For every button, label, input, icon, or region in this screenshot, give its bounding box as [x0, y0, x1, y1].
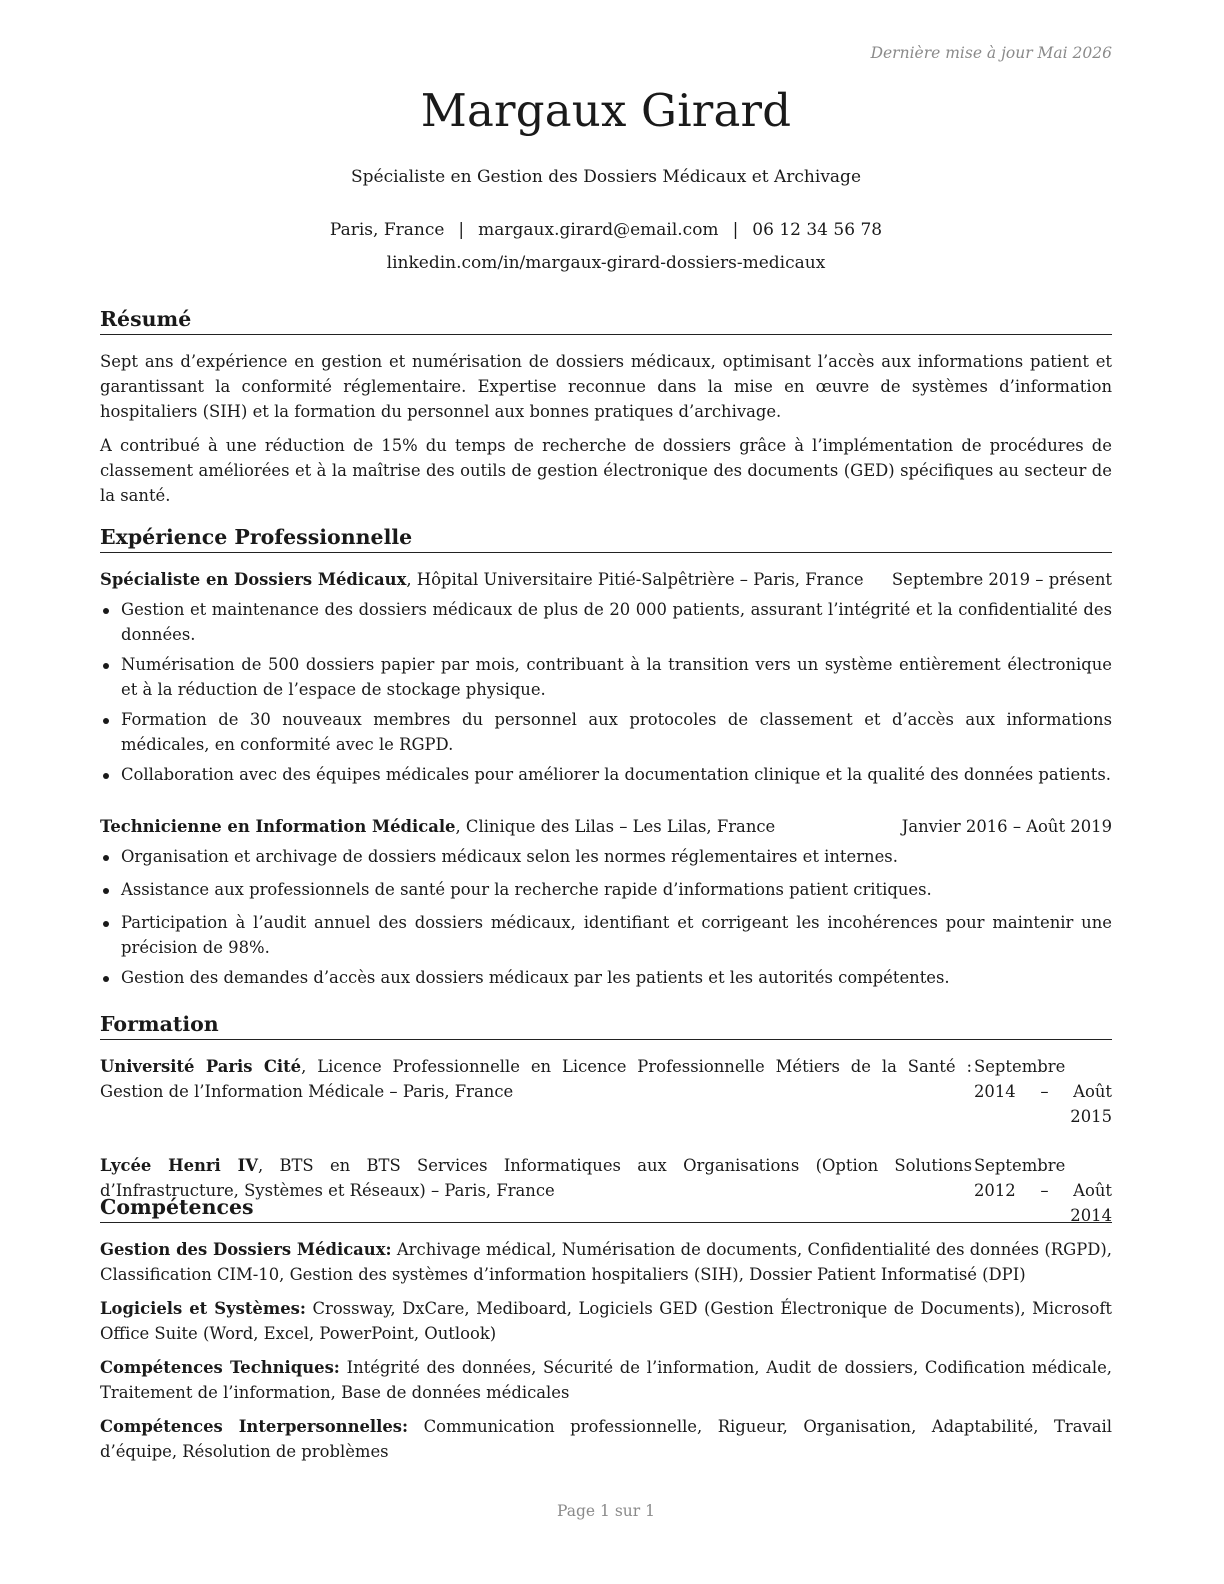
- degree-details: , BTS en BTS Services Informatiques aux Organisations (Option Solutions d’Infrastructure, Systèmes et Réseaux) – Paris, France: [100, 1156, 972, 1200]
- bullet-icon: [103, 773, 109, 779]
- bullet-text: Assistance aux professionnels de santé pour la recherche rapide d’informations patient critiques.: [121, 880, 932, 899]
- skill-values: Communication professionnelle, Rigueur, Organisation, Adaptabilité, Travail d’équipe, Résolution de problèmes: [100, 1417, 1113, 1461]
- degree-details: , Licence Professionnelle en Licence Professionnelle Métiers de la Santé : Gestion de l’Information Médicale – Paris, France: [100, 1057, 972, 1101]
- bullet-text: Gestion et maintenance des dossiers médicaux de plus de 20 000 patients, assurant l’intégrité et la confidentialité des données.: [121, 600, 1112, 644]
- list-item: [100, 877, 1112, 902]
- bullet-text: Numérisation de 500 dossiers papier par mois, contribuant à la transition vers un système entièrement électronique et à la réduction de l’espace de stockage physique.: [121, 655, 1112, 699]
- skill-group: [100, 1237, 1112, 1287]
- job-bullets: [100, 597, 1112, 787]
- education-dates: Septembre 2014 – Août 2015: [974, 1057, 1112, 1126]
- linkedin-link[interactable]: linkedin.com/in/margaux-girard-dossiers-medicaux: [386, 253, 826, 273]
- list-item: [100, 762, 1112, 787]
- education-dates: Septembre 2012 – Août 2014: [974, 1156, 1112, 1225]
- bullet-icon: [103, 718, 109, 724]
- list-item: [100, 844, 1112, 869]
- job-employer: , Clinique des Lilas – Les Lilas, France: [455, 817, 776, 836]
- job-header: [100, 814, 1112, 839]
- job-dates: Septembre 2019 – présent: [891, 570, 1112, 589]
- list-item: [100, 597, 1112, 647]
- job-role: Spécialiste en Dossiers Médicaux: [100, 570, 407, 589]
- location: Paris, France: [329, 220, 445, 240]
- education-item: [100, 1054, 1112, 1129]
- skills-section: [100, 1194, 1112, 1464]
- skill-values: Archivage médical, Numérisation de documents, Confidentialité des données (RGPD), Classification CIM-10, Gestion des systèmes d’information hospitaliers (SIH), Dossier Patient Informatisé (DPI): [100, 1240, 1112, 1284]
- bullet-text: Organisation et archivage de dossiers médicaux selon les normes réglementaires et internes.: [121, 847, 898, 866]
- list-item: [100, 910, 1112, 960]
- education-description: [100, 1054, 972, 1129]
- skill-values: Intégrité des données, Sécurité de l’information, Audit de dossiers, Codification médicale, Traitement de l’information, Base de données médicales: [100, 1358, 1112, 1402]
- skill-label: Gestion des Dossiers Médicaux:: [100, 1240, 392, 1259]
- separator: |: [458, 220, 465, 240]
- last-updated: Dernière mise à jour Mai 2026: [870, 44, 1112, 62]
- candidate-title: Spécialiste en Gestion des Dossiers Médicaux et Archivage: [350, 167, 862, 187]
- separator: |: [732, 220, 739, 240]
- skill-label: Compétences Techniques:: [100, 1358, 340, 1377]
- bullet-icon: [103, 663, 109, 669]
- section-heading: Compétences: [100, 1194, 1112, 1223]
- school-name: Lycée Henri IV: [100, 1156, 258, 1175]
- bullet-icon: [103, 888, 109, 894]
- experience-section: [100, 524, 1112, 990]
- skill-label: Compétences Interpersonnelles:: [100, 1417, 409, 1436]
- job-title-line: [100, 814, 775, 839]
- email-link[interactable]: margaux.girard@email.com: [478, 220, 719, 240]
- skill-values: Crossway, DxCare, Mediboard, Logiciels GED (Gestion Électronique de Documents), Microsoft Office Suite (Word, Excel, PowerPoint, Outlook): [100, 1299, 1112, 1343]
- job-header: [100, 567, 1112, 592]
- job-bullets: [100, 844, 1112, 990]
- skill-group: [100, 1296, 1112, 1346]
- summary-paragraph: A contribué à une réduction de 15% du temps de recherche de dossiers grâce à l’implémentation de procédures de classement améliorées et à la maîtrise des outils de gestion électronique des documents (GED) spécifiques au secteur de la santé.: [100, 436, 1112, 505]
- bullet-text: Gestion des demandes d’accès aux dossiers médicaux par les patients et les autorités compétentes.: [121, 968, 950, 987]
- list-item: [100, 652, 1112, 702]
- job-employer: , Hôpital Universitaire Pitié-Salpêtrière – Paris, France: [406, 570, 864, 589]
- bullet-icon: [103, 855, 109, 861]
- skill-group: [100, 1414, 1112, 1464]
- section-heading: Résumé: [100, 306, 1112, 335]
- page-number: Page 1 sur 1: [557, 1502, 655, 1520]
- bullet-text: Participation à l’audit annuel des dossiers médicaux, identifiant et corrigeant les incohérences pour maintenir une précision de 98%.: [121, 913, 1112, 957]
- bullet-text: Formation de 30 nouveaux membres du personnel aux protocoles de classement et d’accès aux informations médicales, en conformité avec le RGPD.: [121, 710, 1112, 754]
- skill-group: [100, 1355, 1112, 1405]
- list-item: [100, 965, 1112, 990]
- list-item: [100, 707, 1112, 757]
- bullet-icon: [103, 921, 109, 927]
- bullet-text: Collaboration avec des équipes médicales pour améliorer la documentation clinique et la qualité des données patients.: [121, 765, 1111, 784]
- bullet-icon: [103, 608, 109, 614]
- skill-label: Logiciels et Systèmes:: [100, 1299, 306, 1318]
- phone-number: 06 12 34 56 78: [752, 220, 883, 240]
- job-role: Technicienne en Information Médicale: [100, 817, 456, 836]
- section-heading: Expérience Professionnelle: [100, 524, 1112, 553]
- section-heading: Formation: [100, 1011, 1112, 1040]
- contact-line: [100, 220, 1112, 240]
- job-title-line: [100, 567, 864, 592]
- bullet-icon: [103, 976, 109, 982]
- job-dates: Janvier 2016 – Août 2019: [901, 817, 1112, 836]
- summary-paragraph: Sept ans d’expérience en gestion et numérisation de dossiers médicaux, optimisant l’accès aux informations patient et garantissant la conformité réglementaire. Expertise reconnue dans la mise en œuvre de systèmes d’information hospitaliers (SIH) et la formation du personnel aux bonnes pratiques d’archivage.: [100, 352, 1112, 421]
- summary-section: [100, 306, 1112, 508]
- school-name: Université Paris Cité: [100, 1057, 302, 1076]
- candidate-name: Margaux Girard: [420, 84, 792, 137]
